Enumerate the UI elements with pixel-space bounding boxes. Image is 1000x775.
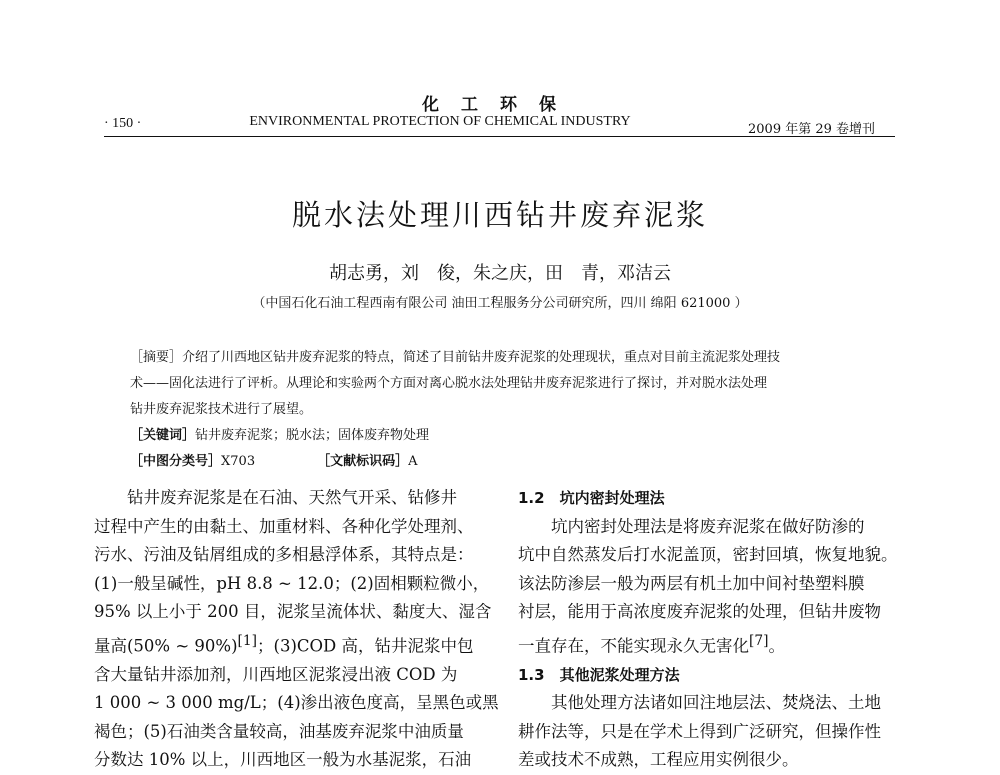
keywords-row: [130, 423, 880, 449]
keywords-label: ［关键词］: [130, 428, 196, 443]
page-number: · 150 ·: [104, 116, 142, 131]
body-line: [518, 627, 910, 661]
author-list: 胡志勇，刘 俊，朱之庆，田 青，邓洁云: [329, 263, 671, 284]
body-line: 耕作法等，只是在学术上得到广泛研究，但操作性: [518, 721, 881, 741]
body-line: 该法防渗层一般为两层有机土加中间衬垫塑料膜: [518, 573, 865, 593]
body-line: 褐色；(5)石油类含量较高，油基废弃泥浆中油质量: [94, 721, 464, 741]
body-line: [94, 627, 500, 661]
body-line: 其他处理方法诸如回注地层法、焚烧法、土地: [551, 693, 881, 712]
body-line: 衬层，能用于高浓度废弃泥浆的处理，但钻井废物: [518, 602, 881, 621]
body-text: 一直存在，不能实现永久无害化: [518, 636, 749, 655]
doc-code-label: ［文献标识码］: [317, 454, 409, 469]
affiliation: （中国石化石油工程西南有限公司 油田工程服务分公司研究所，四川 绵阳 621000 ）: [252, 296, 748, 311]
doc-code: A: [408, 454, 418, 469]
article-title: 脱水法处理川西钻井废弃泥浆: [291, 198, 708, 232]
body-line: 过程中产生的由黏土、加重材料、各种化学处理剂、: [94, 516, 474, 536]
citation: [1]: [237, 632, 258, 649]
journal-title-en: ENVIRONMENTAL PROTECTION OF CHEMICAL INDUSTRY: [249, 114, 631, 129]
keywords-text: 钻井废弃泥浆；脱水法；固体废弃物处理: [195, 428, 430, 443]
body-line: 95% 以上小于 200 目，泥浆呈流体状、黏度大、湿含: [94, 602, 492, 621]
clc-label: ［中图分类号］: [130, 454, 222, 469]
body-right-column: [518, 484, 910, 775]
body-text: ；(3)COD 高，钻井泥浆中包: [257, 636, 474, 655]
body-line: 坑内密封处理法是将废弃泥浆在做好防渗的: [551, 516, 865, 536]
abstract-line: 术——固化法进行了评析。从理论和实验两个方面对离心脱水法处理钻井废弃泥浆进行了探讨，并对脱水法处理: [130, 376, 768, 391]
body-line: 1 000 ~ 3 000 mg/L；(4)渗出液色度高，呈黑色或黑: [94, 693, 499, 712]
body-line: 分数达 10% 以上，川西地区一般为水基泥浆，石油: [94, 750, 472, 769]
clc-code: X703: [221, 454, 256, 469]
abstract: [130, 345, 880, 423]
section-heading-1-3: 1.3 其他泥浆处理方法: [518, 665, 680, 684]
body-text: 量高(50% ~ 90%): [94, 636, 238, 655]
body-line: (1)一般呈碱性，pH 8.8 ~ 12.0；(2)固相颗粒微小，: [94, 573, 490, 593]
body-line: 污水、污油及钻屑组成的多相悬浮体系，其特点是：: [94, 545, 474, 564]
body-text: 。: [768, 636, 785, 655]
abstract-line: 钻井废弃泥浆技术进行了展望。: [130, 402, 313, 417]
body-line: 差或技术不成熟，工程应用实例很少。: [518, 750, 799, 769]
journal-title-cn: 化工环保: [422, 95, 578, 115]
issue-info: 2009 年第 29 卷增刊: [748, 122, 876, 137]
citation: [7]: [749, 632, 769, 649]
body-left-column: [94, 484, 500, 775]
body-line: 钻井废弃泥浆是在石油、天然气开采、钻修井: [127, 488, 457, 507]
body-line: 坑中自然蒸发后打水泥盖顶，密封回填，恢复地貌。: [518, 545, 898, 564]
abstract-line: ［摘要］介绍了川西地区钻井废弃泥浆的特点，简述了目前钻井废弃泥浆的处理现状，重点对目前主流泥浆处理技: [130, 350, 781, 365]
classification-row: [130, 449, 880, 475]
body-line: 含大量钻井添加剂，川西地区泥浆浸出液 COD 为: [94, 664, 458, 684]
section-heading-1-2: 1.2 坑内密封处理法: [518, 489, 665, 507]
header-rule: [104, 136, 895, 137]
